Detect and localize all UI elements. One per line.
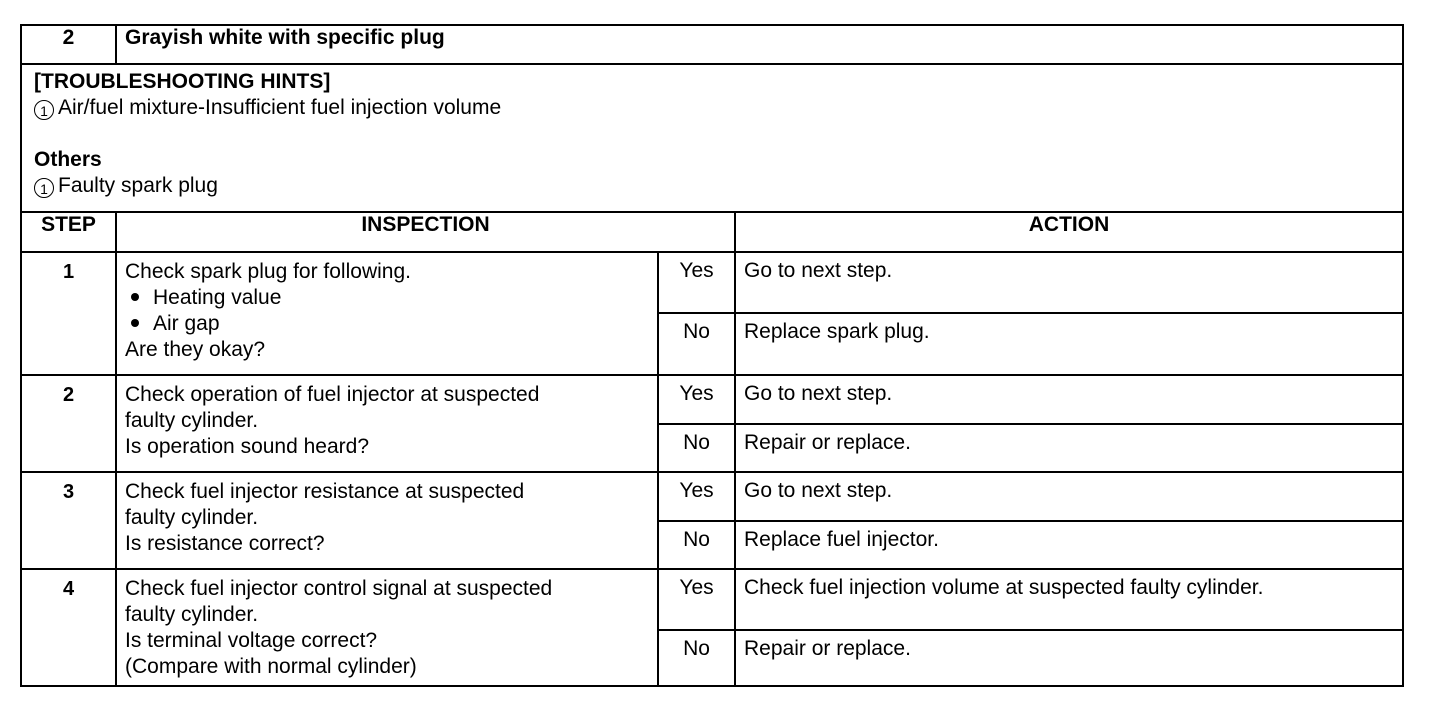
hints-block xyxy=(21,64,1403,212)
no-label: No xyxy=(658,521,735,569)
no-label: No xyxy=(658,630,735,686)
yes-action: Go to next step. xyxy=(735,375,1403,424)
circled-number-icon: 1 xyxy=(34,100,54,120)
header-title: Grayish white with specific plug xyxy=(116,25,1403,64)
hint-item xyxy=(34,95,1390,121)
inspection-bullet: Heating value xyxy=(125,285,649,311)
no-action: Replace fuel injector. xyxy=(735,521,1403,569)
step-number: 4 xyxy=(21,569,116,686)
inspection-line: faulty cylinder. xyxy=(125,409,259,432)
step-row-yes xyxy=(21,569,1403,630)
header-number: 2 xyxy=(21,25,116,64)
inspection-question: Is resistance correct? xyxy=(125,532,325,555)
hint-item-text: Air/fuel mixture-Insufficient fuel injection volume xyxy=(58,96,502,119)
header-row xyxy=(21,25,1403,64)
inspection-question: Is operation sound heard? xyxy=(125,435,370,458)
column-inspection: INSPECTION xyxy=(116,212,735,252)
inspection-line: Check operation of fuel injector at suspected xyxy=(125,383,540,406)
step-inspection xyxy=(116,569,658,686)
inspection-line: faulty cylinder. xyxy=(125,506,259,529)
no-action: Repair or replace. xyxy=(735,424,1403,472)
column-step: STEP xyxy=(21,212,116,252)
step-inspection xyxy=(116,252,658,375)
others-item-text: Faulty spark plug xyxy=(58,174,218,197)
column-header-row xyxy=(21,212,1403,252)
yes-label: Yes xyxy=(658,569,735,630)
step-number: 3 xyxy=(21,472,116,569)
inspection-note: (Compare with normal cylinder) xyxy=(125,655,417,678)
inspection-line: faulty cylinder. xyxy=(125,603,259,626)
hints-title: [TROUBLESHOOTING HINTS] xyxy=(34,70,331,93)
no-label: No xyxy=(658,424,735,472)
yes-action: Go to next step. xyxy=(735,472,1403,521)
inspection-question: Is terminal voltage correct? xyxy=(125,629,378,652)
step-number: 2 xyxy=(21,375,116,472)
step-number: 1 xyxy=(21,252,116,375)
no-action: Replace spark plug. xyxy=(735,313,1403,375)
step-row-yes xyxy=(21,472,1403,521)
no-action: Repair or replace. xyxy=(735,630,1403,686)
yes-action: Check fuel injection volume at suspected faulty cylinder. xyxy=(735,569,1403,630)
hints-row xyxy=(21,64,1403,212)
yes-label: Yes xyxy=(658,252,735,313)
yes-action: Go to next step. xyxy=(735,252,1403,313)
step-row-yes xyxy=(21,375,1403,424)
inspection-bullet: Air gap xyxy=(125,311,649,337)
yes-label: Yes xyxy=(658,472,735,521)
circled-number-icon: 1 xyxy=(34,178,54,198)
inspection-question: Are they okay? xyxy=(125,338,266,361)
others-item xyxy=(34,173,1390,199)
column-action: ACTION xyxy=(735,212,1403,252)
inspection-line: Check spark plug for following. xyxy=(125,260,411,283)
troubleshooting-sheet xyxy=(20,24,1402,687)
others-title: Others xyxy=(34,148,102,171)
no-label: No xyxy=(658,313,735,375)
inspection-line: Check fuel injector control signal at suspected xyxy=(125,577,553,600)
yes-label: Yes xyxy=(658,375,735,424)
inspection-line: Check fuel injector resistance at suspected xyxy=(125,480,525,503)
step-inspection xyxy=(116,375,658,472)
step-row-yes xyxy=(21,252,1403,313)
troubleshooting-table xyxy=(20,24,1404,687)
step-inspection xyxy=(116,472,658,569)
